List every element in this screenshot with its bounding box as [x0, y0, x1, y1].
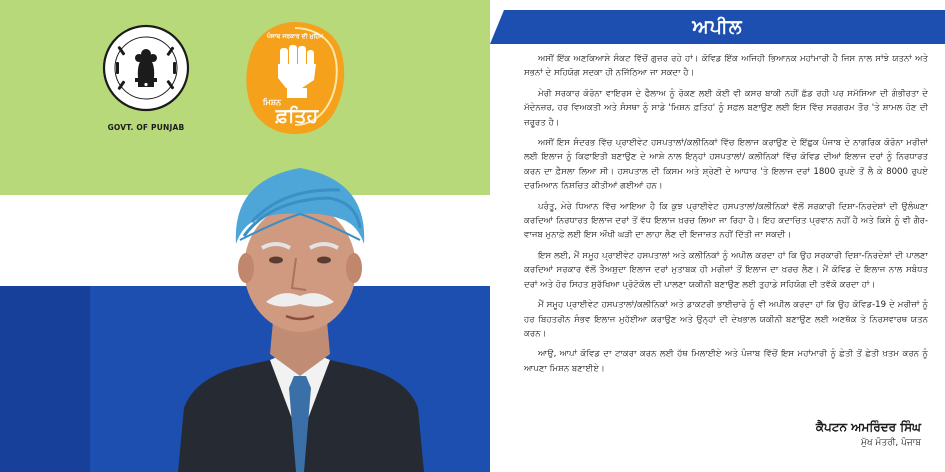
appeal-panel: [490, 0, 945, 472]
signature-block: [816, 420, 921, 448]
appeal-paragraph-2: ਮੇਰੀ ਸਰਕਾਰ ਕੋਰੋਨਾ ਵਾਇਰਸ ਦੇ ਫੈਲਾਅ ਨੂੰ ਰੋਕਣ ਲਈ ਕੋਈ ਵੀ ਕਸਰ ਬਾਕੀ ਨਹੀਂ ਛੱਡ ਰਹੀ ਪਰ ਸਮੱਸਿਆ ਦੀ ਗੰਭੀਰਤਾ ਦੇ ਮੱਦੇਨਜ਼ਰ, ਹਰ ਵਿਅਕਤੀ ਅਤੇ ਸੰਸਥਾ ਨੂੰ ਸਾਡੇ 'ਮਿਸ਼ਨ ਫ਼ਤਿਹ' ਨੂੰ ਸਫ਼ਲ ਬਣਾਉਣ ਲਈ ਇਸ ਵਿੱਚ ਸਰਗਰਮ ਤੌਰ 'ਤੇ ਸ਼ਾਮਲ ਹੋਣ ਦੀ ਜ਼ਰੂਰਤ ਹੈ।: [524, 88, 928, 128]
signatory-designation: ਮੁੱਖ ਮੰਤਰੀ, ਪੰਜਾਬ: [860, 438, 921, 448]
blue-band-shade: [0, 286, 90, 472]
mission-fateh-logo: [240, 18, 350, 138]
punjab-govt-seal: [100, 22, 192, 132]
appeal-paragraph-5: ਇਸ ਲਈ, ਮੈਂ ਸਮੂਹ ਪ੍ਰਾਈਵੇਟ ਹਸਪਤਾਲਾਂ ਅਤੇ ਕਲੀਨਿਕਾਂ ਨੂੰ ਅਪੀਲ ਕਰਦਾ ਹਾਂ ਕਿ ਉਹ ਸਰਕਾਰੀ ਦਿਸ਼ਾ-ਨਿਰਦੇਸ਼ਾਂ ਦੀ ਪਾਲਣਾ ਕਰਦਿਆਂ ਸਰਕਾਰ ਵੱਲੋਂ ਤੈਅਸ਼ੁਦਾ ਇਲਾਜ ਦਰਾਂ ਮੁਤਾਬਕ ਹੀ ਮਰੀਜ਼ਾਂ ਤੋਂ ਇਲਾਜ ਦਾ ਖ਼ਰਚ ਲੈਣ। ਮੈਂ ਕੋਵਿਡ ਦੇ ਇਲਾਜ ਨਾਲ ਸਬੰਧਤ ਦਰਾਂ ਅਤੇ ਹੋਰ ਸਿਹਤ ਸੁਰੱਖਿਆ ਪ੍ਰੋਟੋਕੋਲ ਦੀ ਪਾਲਣਾ ਯਕੀਨੀ ਬਣਾਉਣ ਲਈ ਤੁਹਾਡੇ ਸਹਿਯੋਗ ਦੀ ਤਵੱਕੋ ਕਰਦਾ ਹਾਂ।: [524, 250, 928, 290]
appeal-body: [524, 52, 928, 382]
chief-minister-portrait: [170, 140, 430, 472]
campaign-logo-small: ਮਿਸ਼ਨ: [262, 98, 282, 107]
govt-caption: GOVT. OF PUNJAB: [107, 123, 185, 132]
appeal-paragraph-7: ਆਉ, ਆਪਾਂ ਕੋਵਿਡ ਦਾ ਟਾਕਰਾ ਕਰਨ ਲਈ ਹੱਥ ਮਿਲਾਈਏ ਅਤੇ ਪੰਜਾਬ ਵਿੱਚੋਂ ਇਸ ਮਹਾਂਮਾਰੀ ਨੂੰ ਛੇਤੀ ਤੋਂ ਛੇਤੀ ਖ਼ਤਮ ਕਰਨ ਨੂੰ ਆਪਣਾ ਮਿਸ਼ਨ ਬਣਾਈਏ।: [524, 349, 928, 374]
appeal-paragraph-1: ਅਸੀਂ ਇੱਕ ਅਣਕਿਆਸੇ ਸੰਕਟ ਵਿੱਚੋਂ ਗੁਜ਼ਰ ਰਹੇ ਹਾਂ। ਕੋਵਿਡ ਇੱਕ ਅਜਿਹੀ ਭਿਆਨਕ ਮਹਾਂਮਾਰੀ ਹੈ ਜਿਸ ਨਾਲ ਸਾਂਝੇ ਯਤਨਾਂ ਅਤੇ ਸਭਨਾਂ ਦੇ ਸਹਿਯੋਗ ਸਦਕਾ ਹੀ ਨਜਿੱਠਿਆ ਜਾ ਸਕਦਾ ਹੈ।: [524, 54, 928, 79]
signatory-name: ਕੈਪਟਨ ਅਮਰਿੰਦਰ ਸਿੰਘ: [815, 420, 921, 434]
appeal-paragraph-4: ਪਰੰਤੂ, ਮੇਰੇ ਧਿਆਨ ਵਿੱਚ ਆਇਆ ਹੈ ਕਿ ਕੁਝ ਪ੍ਰਾਈਵੇਟ ਹਸਪਤਾਲਾਂ/ਕਲੀਨਿਕਾਂ ਵੱਲੋਂ ਸਰਕਾਰੀ ਦਿਸ਼ਾ-ਨਿਰਦੇਸ਼ਾਂ ਦੀ ਉਲੰਘਣਾ ਕਰਦਿਆਂ ਨਿਰਧਾਰਤ ਇਲਾਜ ਦਰਾਂ ਤੋਂ ਵੱਧ ਇਲਾਜ ਖ਼ਰਚ ਲਿਆ ਜਾ ਰਿਹਾ ਹੈ। ਇਹ ਕਦਾਚਿਤ ਪ੍ਰਵਾਨ ਨਹੀਂ ਹੈ ਅਤੇ ਕਿਸੇ ਨੂੰ ਵੀ ਗੈਰ-ਵਾਜਬ ਮੁਨਾਫ਼ੇ ਲਈ ਇਸ ਔਖੀ ਘੜੀ ਦਾ ਲਾਹਾ ਲੈਣ ਦੀ ਇਜਾਜ਼ਤ ਨਹੀਂ ਦਿੱਤੀ ਜਾ ਸਕਦੀ।: [524, 201, 928, 241]
portrait-illustration: [170, 140, 430, 472]
ashoka-emblem-icon: [100, 22, 192, 114]
raised-fist-icon: [240, 18, 350, 138]
appeal-title: ਅਪੀਲ: [692, 16, 743, 38]
campaign-logo-main: ਫ਼ਤਿਹ: [275, 105, 319, 127]
campaign-logo-top: ਪੰਜਾਬ ਸਰਕਾਰ ਦੀ ਮੁਹਿੰਮ: [266, 33, 324, 40]
appeal-paragraph-6: ਮੈਂ ਸਮੂਹ ਪ੍ਰਾਈਵੇਟ ਹਸਪਤਾਲਾਂ/ਕਲੀਨਿਕਾਂ ਅਤੇ ਡਾਕਟਰੀ ਭਾਈਚਾਰੇ ਨੂੰ ਵੀ ਅਪੀਲ ਕਰਦਾ ਹਾਂ ਕਿ ਉਹ ਕੋਵਿਡ-19 ਦੇ ਮਰੀਜ਼ਾਂ ਨੂੰ ਹਰ ਬਿਹਤਰੀਨ ਸੰਭਵ ਇਲਾਜ ਮੁਹੱਈਆ ਕਰਾਉਣ ਅਤੇ ਉਨ੍ਹਾਂ ਦੀ ਦੇਖਭਾਲ ਯਕੀਨੀ ਬਣਾਉਣ ਲਈ ਅਣਥੱਕ ਤੇ ਨਿਰਸਵਾਰਥ ਯਤਨ ਕਰਨ।: [524, 300, 928, 339]
appeal-paragraph-3: ਅਸੀਂ ਇਸ ਸੰਦਰਭ ਵਿੱਚ ਪ੍ਰਾਈਵੇਟ ਹਸਪਤਾਲਾਂ/ਕਲੀਨਿਕਾਂ ਵਿੱਚ ਇਲਾਜ ਕਰਾਉਣ ਦੇ ਇੱਛੁਕ ਪੰਜਾਬ ਦੇ ਨਾਗਰਿਕ ਕੋਰੋਨਾ ਮਰੀਜ਼ਾਂ ਲਈ ਇਲਾਜ ਨੂੰ ਕਿਫਾਇਤੀ ਬਣਾਉਣ ਦੇ ਆਸ਼ੇ ਨਾਲ ਇਨ੍ਹਾਂ ਹਸਪਤਾਲਾਂ/ ਕਲੀਨਿਕਾਂ ਵਿੱਚ ਕੋਵਿਡ ਦੀਆਂ ਇਲਾਜ ਦਰਾਂ ਨੂੰ ਨਿਰਧਾਰਤ ਕਰਨ ਦਾ ਫ਼ੈਸਲਾ ਲਿਆ ਸੀ। ਹਸਪਤਾਲ ਦੀ ਕਿਸਮ ਅਤੇ ਸ਼੍ਰੇਣੀ ਦੇ ਆਧਾਰ 'ਤੇ ਇਲਾਜ ਦਰਾਂ 1800 ਰੁਪਏ ਤੋਂ ਲੈ ਕੇ 8000 ਰੁਪਏ ਦਰਮਿਆਨ ਨਿਸ਼ਚਿਤ ਕੀਤੀਆਂ ਗਈਆਂ ਹਨ।: [524, 138, 928, 192]
appeal-title-bar: [490, 10, 945, 44]
